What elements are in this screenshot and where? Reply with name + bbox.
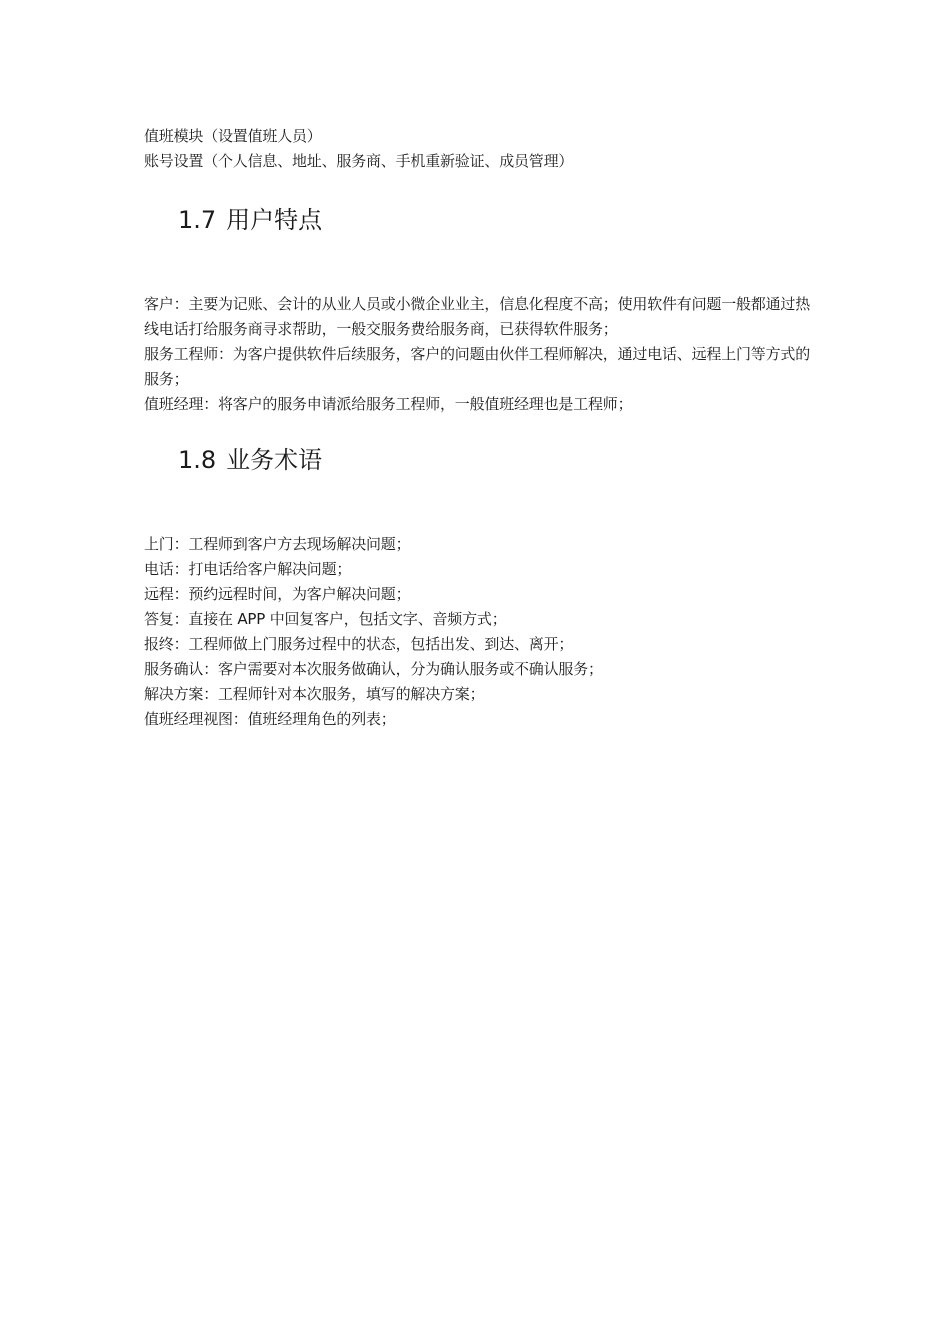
term-item: 服务确认：客户需要对本次服务做确认，分为确认服务或不确认服务； (144, 660, 603, 678)
paragraph-customer: 客户：主要为记账、会计的从业人员或小微企业业主，信息化程度不高；使用软件有问题一般都通过热线电话打给服务商寻求帮助，一般交服务费给服务商，已获得软件服务； (144, 295, 811, 338)
term-item: 上门：工程师到客户方去现场解决问题； (144, 535, 411, 553)
business-terms-list (144, 532, 814, 732)
section-number: 1.7 (178, 206, 217, 234)
term-item: 值班经理视图：值班经理角色的列表； (144, 710, 396, 728)
term-item: 报终：工程师做上门服务过程中的状态，包括出发、到达、离开； (144, 635, 574, 653)
intro-line-account-settings: 账号设置（个人信息、地址、服务商、手机重新验证、成员管理） (144, 152, 574, 170)
paragraph-service-engineer: 服务工程师：为客户提供软件后续服务，客户的问题由伙伴工程师解决，通过电话、远程上门等方式的服务； (144, 345, 811, 388)
section-title: 业务术语 (226, 446, 323, 474)
term-item: 解决方案：工程师针对本次服务，填写的解决方案； (144, 685, 485, 703)
term-item: 答复：直接在 APP 中回复客户，包括文字、音频方式； (144, 610, 507, 628)
section-title: 用户特点 (226, 206, 323, 234)
user-characteristics-body (144, 292, 814, 417)
term-item: 远程：预约远程时间，为客户解决问题； (144, 585, 411, 603)
section-heading-user-characteristics (178, 204, 814, 236)
section-heading-business-terms (178, 444, 814, 476)
paragraph-duty-manager: 值班经理：将客户的服务申请派给服务工程师，一般值班经理也是工程师； (144, 395, 633, 413)
section-number: 1.8 (178, 446, 217, 474)
intro-line-duty-module: 值班模块（设置值班人员） (144, 127, 322, 145)
intro-block (144, 124, 814, 174)
document-content (144, 124, 814, 732)
term-item: 电话：打电话给客户解决问题； (144, 560, 352, 578)
